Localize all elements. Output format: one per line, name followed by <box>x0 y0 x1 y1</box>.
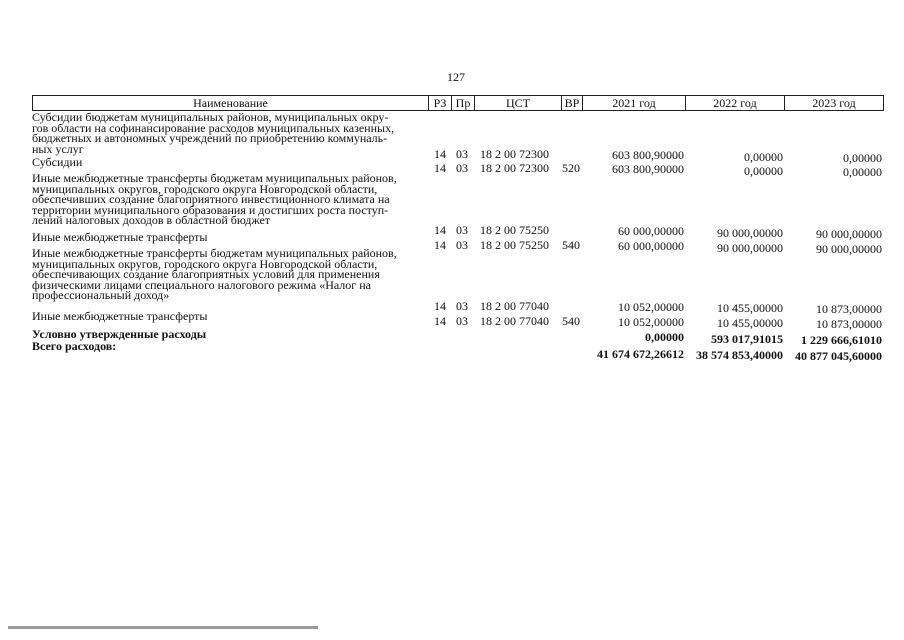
row-name-line: бюджетных и автономных учреждений по приобретению коммуналь- <box>32 131 388 145</box>
row-name-line: муниципальных округов, городского округа Новгородской области, <box>32 256 378 271</box>
row-name-line: гов области на софинансирование расходов муниципальных казенных, <box>32 120 395 135</box>
row-name-line: Иные межбюджетные трансферты <box>32 309 208 323</box>
row-vr: 520 <box>562 161 580 175</box>
row-name-line: Иные межбюджетные трансферты <box>32 230 208 244</box>
row-2023: 0,00000 <box>843 165 882 179</box>
row-pr: 03 <box>456 314 468 328</box>
header-vr: ВР <box>561 95 583 111</box>
row-rz: 14 <box>434 223 446 237</box>
row-rz: 14 <box>434 238 446 252</box>
header-cst: ЦСТ <box>474 95 562 111</box>
row-2023: 10 873,00000 <box>816 302 882 316</box>
row-cst: 18 2 00 77040 <box>480 299 549 313</box>
row-cst: 18 2 00 77040 <box>480 314 549 328</box>
row-cst: 18 2 00 75250 <box>480 223 549 237</box>
row-2023: 90 000,00000 <box>816 242 882 256</box>
header-2021: 2021 год <box>582 95 686 111</box>
header-pr: Пр <box>451 95 475 111</box>
header-name: Наименование <box>32 95 429 111</box>
row-name-line: лений налоговых доходов в областной бюджет <box>32 213 271 227</box>
conditional-2022: 593 017,91015 <box>711 332 783 346</box>
row-name-line: Иные межбюджетные трансферты бюджетам муниципальных районов, <box>32 171 397 185</box>
row-pr: 03 <box>456 299 468 313</box>
row-vr: 540 <box>562 238 580 252</box>
row-pr: 03 <box>456 238 468 252</box>
row-2021: 10 052,00000 <box>618 315 684 329</box>
row-2022: 90 000,00000 <box>717 241 783 255</box>
row-2022: 90 000,00000 <box>717 226 783 240</box>
row-2022: 10 455,00000 <box>717 301 783 315</box>
budget-table <box>32 95 884 367</box>
row-cst: 18 2 00 72300 <box>480 161 549 175</box>
row-2021: 603 800,90000 <box>612 162 684 176</box>
header-2023: 2023 год <box>784 95 884 111</box>
row-vr: 540 <box>562 314 580 328</box>
row-cst: 18 2 00 75250 <box>480 238 549 252</box>
row-pr: 03 <box>456 161 468 175</box>
row-cst: 18 2 00 72300 <box>480 147 549 161</box>
row-rz: 14 <box>434 147 446 161</box>
row-2022: 0,00000 <box>744 164 783 178</box>
row-name-line: ных услуг <box>32 141 84 156</box>
row-2021: 10 052,00000 <box>618 300 684 314</box>
row-2021: 60 000,00000 <box>618 239 684 253</box>
row-pr: 03 <box>456 223 468 237</box>
row-name-line: Субсидии бюджетам муниципальных районов, муниципальных окру- <box>32 110 389 124</box>
row-2021: 603 800,90000 <box>612 148 684 162</box>
row-name-line: профессиональный доход» <box>32 288 170 302</box>
total-label: Всего расходов: <box>32 339 117 353</box>
row-2021: 60 000,00000 <box>618 224 684 238</box>
row-name-line: территории муниципального образования и достигших роста поступ- <box>32 202 389 217</box>
row-2022: 10 455,00000 <box>717 316 783 330</box>
row-name-line: муниципальных округов, городского округа Новгородской области, <box>32 181 378 196</box>
total-2021: 41 674 672,26612 <box>597 347 684 361</box>
row-2023: 10 873,00000 <box>816 317 882 331</box>
row-rz: 14 <box>434 161 446 175</box>
conditional-2023: 1 229 666,61010 <box>801 333 882 347</box>
footer-scan-line <box>8 626 318 629</box>
row-rz: 14 <box>434 314 446 328</box>
conditional-2021: 0,00000 <box>645 330 684 344</box>
row-rz: 14 <box>434 299 446 313</box>
row-name-line: Иные межбюджетные трансферты бюджетам муниципальных районов, <box>32 246 397 260</box>
row-name-line: физическими лицами специального налогового режима «Налог на <box>32 277 371 292</box>
row-2023: 90 000,00000 <box>816 227 882 241</box>
conditional-expenses-label: Условно утвержденные расходы <box>32 327 207 341</box>
header-rz: РЗ <box>428 95 452 111</box>
row-name-line: обеспечивающих создание благоприятных условий для применения <box>32 267 380 281</box>
row-name-line: обеспечивших создание благоприятного инвестиционного климата на <box>32 192 390 206</box>
row-pr: 03 <box>456 147 468 161</box>
total-2023: 40 877 045,60000 <box>795 349 882 363</box>
row-2022: 0,00000 <box>744 150 783 164</box>
row-2023: 0,00000 <box>843 151 882 165</box>
header-2022: 2022 год <box>685 95 785 111</box>
total-2022: 38 574 853,40000 <box>696 348 783 362</box>
row-name-line: Субсидии <box>32 155 83 169</box>
page-number: 127 <box>447 70 465 84</box>
